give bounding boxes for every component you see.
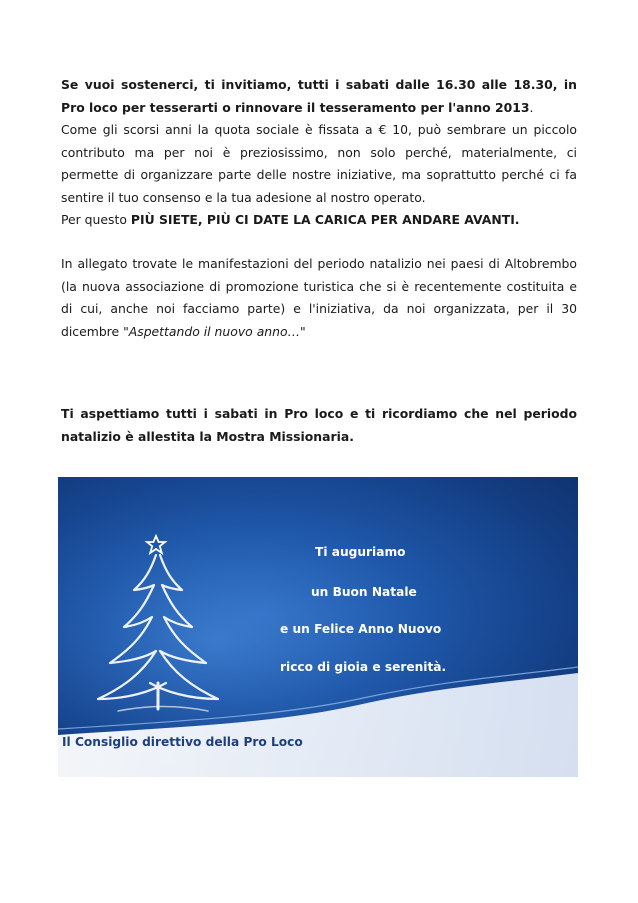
greeting-line-4: ricco di gioia e serenità. <box>280 660 447 674</box>
paragraph-membership <box>61 74 577 119</box>
fee-emphasis: PIÙ SIETE, PIÙ CI DATE LA CARICA PER ANDARE AVANTI. <box>130 212 520 227</box>
fee-lead: Per questo <box>61 212 131 227</box>
membership-end: . <box>529 99 534 115</box>
paragraph-invitation <box>61 403 577 448</box>
card-signature: Il Consiglio direttivo della Pro Loco <box>62 735 303 749</box>
christmas-card <box>58 477 578 777</box>
greeting-line-2: un Buon Natale <box>311 585 417 599</box>
attachment-text: In allegato trovate le manifestazioni del periodo natalizio nei paesi di Altobrembo (la nuova associazione di promozione turistica che si è recentemente costituita e di cui, anche noi facciamo parte) e l'iniziativa, da noi organizzata, per il 30 dicembre <box>61 256 577 339</box>
fee-text: Come gli scorsi anni la quota sociale è fissata a € 10, può sembrare un piccolo contributo ma per noi è preziosissimo, non solo perché, materialmente, ci permette di organizzare parte delle nostre iniziative, ma soprattutto perché ci fa sentire il tuo consenso e la tua adesione al nostro operato. <box>61 122 577 205</box>
greeting-line-1: Ti auguriamo <box>315 545 406 559</box>
invitation-text: Ti aspettiamo tutti i sabati in Pro loco e ti ricordiamo che nel periodo natalizio è allestita la Mostra Missionaria. <box>61 406 577 444</box>
paragraph-attachment <box>61 253 577 343</box>
attachment-quote: "Aspettando il nuovo anno…" <box>123 323 306 339</box>
greeting-line-3: e un Felice Anno Nuovo <box>280 622 442 636</box>
membership-text: Se vuoi sostenerci, ti invitiamo, tutti i sabati dalle 16.30 alle 18.30, in Pro loco per tesserarti o rinnovare il tesseramento per l'anno 2013 <box>61 77 577 115</box>
paragraph-fee <box>61 119 577 232</box>
